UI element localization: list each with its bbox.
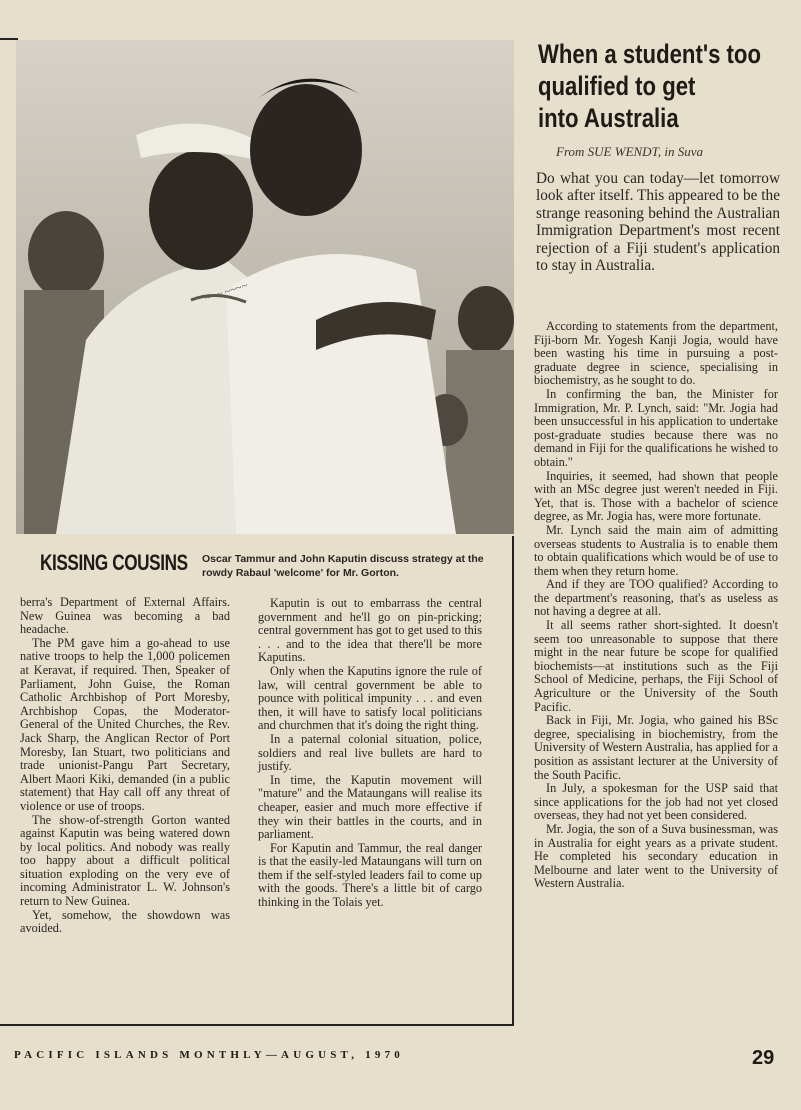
lead-paragraph: Do what you can today—let tomorrow look after itself. This appeared to be the strange reasoning behind the Australian Immigration Department's most recent rejection of a Fiji student's application to stay in Australia. bbox=[536, 170, 780, 275]
paragraph: Back in Fiji, Mr. Jogia, who gained his BSc degree, specialising in biochemistry, from the University of Western Australia, has applied for a position as assistant lecturer at the University of the South Pacific. bbox=[534, 713, 778, 782]
paragraph: Only when the Kaputins ignore the rule of law, will central government be able to pounce with political impunity . . . and even then, it will have to satisfy local politicians and churchmen that it's doing the right thing. bbox=[258, 663, 482, 733]
photo-caption bbox=[16, 540, 514, 588]
paragraph: According to statements from the department, Fiji-born Mr. Yogesh Kanji Jogia, would have been wasting his time in pursuing a post-graduate degree in science, specialising in biochemistry, as he sought to do. bbox=[534, 319, 778, 388]
paragraph: The show-of-strength Gorton wanted against Kaputin was being watered down by local politics. And nobody was really too happy about a difficult political situation exploding on the very eve of incoming Administrator L. W. Johnson's return to New Guinea. bbox=[20, 812, 230, 909]
paragraph: It all seems rather short-sighted. It doesn't seem too unreasonable to suppose that there might in the near future be scope for qualified biochemists—at institutions such as the Fiji School of Medicine, perhaps, the Fiji School of Agriculture or the University of the South Pacific. bbox=[534, 618, 778, 714]
paragraph: Inquiries, it seemed, had shown that people with an MSc degree just weren't needed in Fiji. Yet, that is. Those with a bachelor of science degree, as Mr. Jogia has, were more fortunate. bbox=[534, 468, 778, 524]
paragraph: In time, the Kaputin movement will "mature" and the Mataungans will realise its cheaper, easier and much more effective if they win their battles in the courts, and in parliament. bbox=[258, 772, 482, 842]
photograph-illustration bbox=[16, 40, 514, 534]
bottom-rule bbox=[0, 1024, 514, 1026]
headline-line: into Australia bbox=[538, 103, 679, 133]
paragraph: In a paternal colonial situation, police, soldiers and real live bullets are hard to justify. bbox=[258, 731, 482, 774]
paragraph: Kaputin is out to embarrass the central government and he'll go on pin-pricking; central government has got to get used to this . . . and to the idea that there'll be more Kaputins. bbox=[258, 596, 482, 665]
paragraph: And if they are TOO qualified? According to the department's reasoning, that's as useless as not having a degree at all. bbox=[534, 577, 778, 619]
paragraph: berra's Department of External Affairs. New Guinea was becoming a bad headache. bbox=[20, 595, 230, 637]
publication-footer: PACIFIC ISLANDS MONTHLY—AUGUST, 1970 bbox=[14, 1049, 404, 1061]
paragraph: The PM gave him a go-ahead to use native troops to help the 1,000 policemen at Keravat, if required. Then, Speaker of Parliament, John Guise, the Roman Catholic Archbishop of Port Moresby, Archbishop Copas, the Moderator-General of the United Churches, the Rev. Jack Sharp, the Anglican Rector of Port Moresby, Ian Stuart, two politicians and trade unionist-Pangu Part Secretary, Albert Maori Kiki, demanded (in a public statement) that Hay call off any threat of violence or use of troops. bbox=[20, 635, 230, 813]
paragraph: Yet, somehow, the showdown was avoided. bbox=[20, 907, 230, 936]
paragraph: In confirming the ban, the Minister for Immigration, Mr. P. Lynch, said: "Mr. Jogia had been unsuccessful in his application to undertake post-graduate studies because there was no demand in Fiji for the qualifications he wished to obtain." bbox=[534, 386, 778, 469]
caption-text: Oscar Tammur and John Kaputin discuss strategy at the rowdy Rabaul 'welcome' for Mr. Gorton. bbox=[202, 553, 484, 579]
page-number: 29 bbox=[752, 1047, 775, 1069]
caption-heading: KISSING COUSINS bbox=[40, 550, 188, 575]
svg-text:~~~ ~~~~: ~~~ ~~~~ bbox=[203, 279, 250, 305]
paragraph: Mr. Jogia, the son of a Suva businessman, was in Australia for eight years as a private student. He completed his secondary education in Melbourne and later went to the University of Western Australia. bbox=[534, 821, 778, 891]
paragraph: In July, a spokesman for the USP said that since applications for the job had not yet closed overseas, they had not yet been considered. bbox=[534, 781, 778, 823]
article-headline bbox=[538, 38, 788, 134]
article-column-middle bbox=[258, 597, 482, 910]
paragraph: For Kaputin and Tammur, the real danger is that the easily-led Mataungans will turn on them if the self-styled leaders fail to come up with the goods. There's a little bit of cargo thinking in the Tolais yet. bbox=[258, 840, 482, 910]
byline: From SUE WENDT, in Suva bbox=[556, 144, 703, 159]
article-column-right bbox=[534, 320, 778, 891]
headline-line: qualified to get bbox=[538, 71, 696, 101]
photograph bbox=[16, 40, 514, 534]
paragraph: Mr. Lynch said the main aim of admitting overseas students to Australia is to enable them to obtain qualifications which would be of use to them when they return home. bbox=[534, 522, 778, 578]
column-divider bbox=[512, 536, 514, 1026]
article-column-left bbox=[20, 596, 230, 936]
headline-line: When a student's too bbox=[538, 39, 761, 69]
